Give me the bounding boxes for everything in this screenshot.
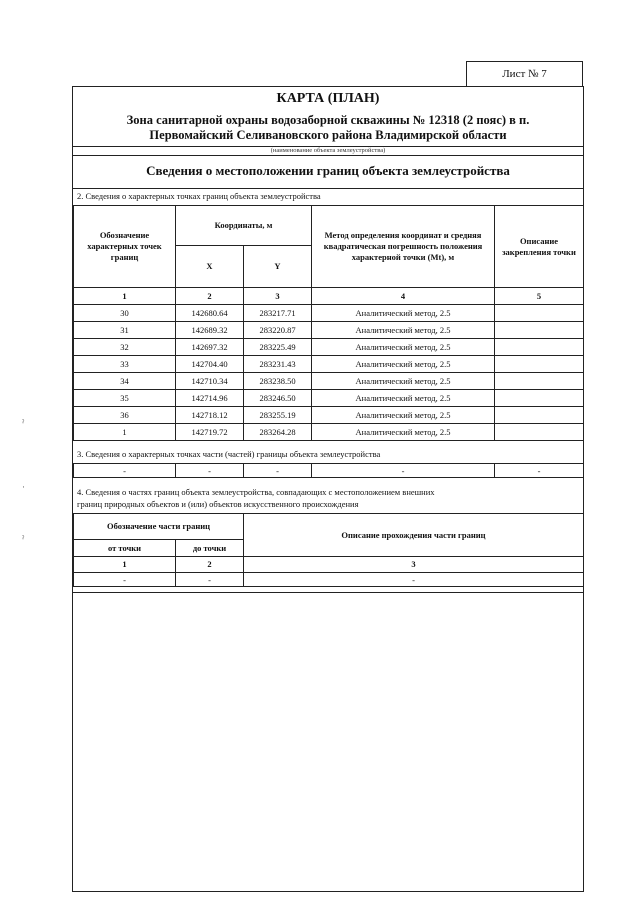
point-cell: 35 [74,390,176,407]
table-row [74,464,584,478]
col-desc-header: Описание закрепления точки [495,206,584,288]
y-cell: 283246.50 [244,390,312,407]
punch-hole-mark: · [22,482,25,492]
punch-hole-mark: ˀ [22,418,25,428]
part3-label: 3. Сведения о характерных точках части (частей) границы объекта землеустройства [77,449,381,459]
method-cell: Аналитический метод, 2.5 [312,356,495,373]
table-row [74,305,584,322]
desc-cell [495,356,584,373]
y-cell: 283264.28 [244,424,312,441]
page-title: КАРТА (ПЛАН) [276,91,380,106]
subtitle-note: (наименование объекта землеустройства) [270,147,386,154]
point-cell: 33 [74,356,176,373]
dash-cell: - [244,464,312,478]
part4-table [73,513,584,587]
document-frame [72,86,584,892]
col-num: 3 [244,557,584,573]
punch-hole-mark: ˀ [22,534,25,544]
desc-cell [495,424,584,441]
part4-label-line1: 4. Сведения о частях границ объекта землеустройства, совпадающих с местоположением внешних [77,487,435,497]
dash-cell: - [176,573,244,587]
col-num: 2 [176,288,244,305]
method-cell: Аналитический метод, 2.5 [312,373,495,390]
desc-cell [495,305,584,322]
col-x-header: X [176,246,244,288]
col-num: 1 [74,288,176,305]
sheet-number: Лист № 7 [466,61,583,87]
table-row [74,390,584,407]
dash-cell: - [74,573,176,587]
title-block [73,87,583,155]
col-y-header: Y [244,246,312,288]
point-cell: 1 [74,424,176,441]
col-coords-header: Координаты, м [176,206,312,246]
x-cell: 142680.64 [176,305,244,322]
x-cell: 142697.32 [176,339,244,356]
y-cell: 283255.19 [244,407,312,424]
part2-label: 2. Сведения о характерных точках границ объекта землеустройства [77,191,321,201]
point-cell: 30 [74,305,176,322]
x-cell: 142714.96 [176,390,244,407]
section-title: Сведения о местоположении границ объекта землеустройства [73,155,583,189]
desc-cell [495,390,584,407]
table-row [74,573,584,587]
col-num: 5 [495,288,584,305]
y-cell: 283231.43 [244,356,312,373]
method-cell: Аналитический метод, 2.5 [312,390,495,407]
dash-cell: - [312,464,495,478]
col-num: 2 [176,557,244,573]
subtitle-line1: Зона санитарной охраны водозаборной скважины № 12318 (2 пояс) в п. [126,113,530,127]
col-num: 1 [74,557,176,573]
desc-cell [495,373,584,390]
col-part-desc-header: Описание прохождения части границ [244,514,584,557]
table-row [74,424,584,441]
desc-cell [495,322,584,339]
col-point-header: Обозначение характерных точек границ [74,206,176,288]
table-row [74,339,584,356]
method-cell: Аналитический метод, 2.5 [312,424,495,441]
method-cell: Аналитический метод, 2.5 [312,322,495,339]
point-cell: 36 [74,407,176,424]
y-cell: 283238.50 [244,373,312,390]
x-cell: 142689.32 [176,322,244,339]
x-cell: 142704.40 [176,356,244,373]
dash-cell: - [74,464,176,478]
col-method-header: Метод определения координат и средняя квадратическая погрешность положения характерной точки (Mt), м [312,206,495,288]
part3-table [73,463,584,478]
part4-label-line2: границ природных объектов и (или) объектов искусственного происхождения [77,499,359,509]
desc-cell [495,339,584,356]
y-cell: 283225.49 [244,339,312,356]
part4-bottom-rule [73,592,583,593]
x-cell: 142719.72 [176,424,244,441]
col-num: 3 [244,288,312,305]
point-cell: 32 [74,339,176,356]
col-from-header: от точки [74,540,176,557]
point-cell: 31 [74,322,176,339]
col-num: 4 [312,288,495,305]
table-row [74,356,584,373]
table-row [74,322,584,339]
method-cell: Аналитический метод, 2.5 [312,305,495,322]
table-row [74,407,584,424]
method-cell: Аналитический метод, 2.5 [312,339,495,356]
desc-cell [495,407,584,424]
point-cell: 34 [74,373,176,390]
method-cell: Аналитический метод, 2.5 [312,407,495,424]
col-part-header: Обозначение части границ [74,514,244,540]
x-cell: 142718.12 [176,407,244,424]
y-cell: 283220.87 [244,322,312,339]
y-cell: 283217.71 [244,305,312,322]
subtitle-line2: Первомайский Селивановского района Владимирской области [149,128,507,142]
x-cell: 142710.34 [176,373,244,390]
dash-cell: - [495,464,584,478]
points-table [73,205,584,441]
col-to-header: до точки [176,540,244,557]
dash-cell: - [244,573,584,587]
dash-cell: - [176,464,244,478]
table-row [74,373,584,390]
